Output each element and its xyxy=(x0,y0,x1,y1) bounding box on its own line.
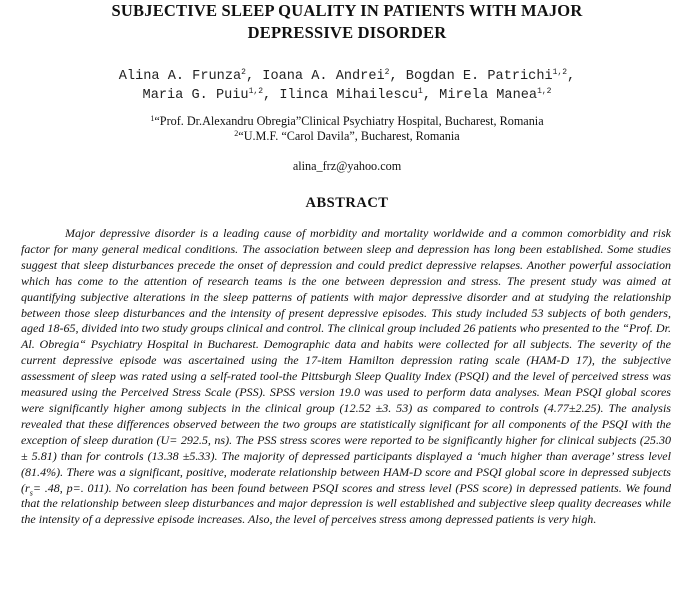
author-name: Bogdan E. Patrichi xyxy=(405,69,553,84)
affiliation-text: “Prof. Dr.Alexandru Obregia”Clinical Psychiatry Hospital, Bucharest, Romania xyxy=(154,114,544,128)
corresponding-email[interactable]: alina_frz@yahoo.com xyxy=(292,159,402,173)
author-affiliation-mark: 2 xyxy=(384,68,390,77)
author-line-1: Alina A. Frunza$^2$, Ioana A. Andrei$^2$, Bogdan E. Patrichi$^{1,2}$, xyxy=(118,68,576,84)
author-name: Mirela Manea xyxy=(439,88,538,103)
author-affiliation-mark: 1,2 xyxy=(537,87,552,96)
author-name: Ioana A. Andrei xyxy=(262,69,385,84)
abstract-text xyxy=(21,226,671,528)
author-name: Maria G. Puiu xyxy=(142,88,249,103)
abstract-part-2: = .48, p=. 011). No correlation has been found between PSQI scores and stress level (PSS score) in depressed patients. We found that the relationship between sleep disturbances and major depression is well established and subjective sleep quality decreases while the intensity of a depressive episode increases. Also, the level of perceives stress among depressed patients is very high. xyxy=(21,480,671,527)
abstract-subscript: s xyxy=(29,487,33,497)
paper-title-line-2: DEPRESSIVE DISORDER xyxy=(247,23,447,42)
affiliation-text: “U.M.F. “Carol Davila”, Bucharest, Romania xyxy=(238,129,460,143)
abstract-heading: ABSTRACT xyxy=(305,195,389,211)
author-name: Alina A. Frunza xyxy=(118,69,242,84)
author-name: Ilinca Mihailescu xyxy=(279,88,419,103)
author-affiliation-mark: 1,2 xyxy=(248,87,263,96)
paper-title-line-1: SUBJECTIVE SLEEP QUALITY IN PATIENTS WITH MAJOR xyxy=(111,1,583,20)
affiliation-1 xyxy=(0,113,694,129)
author-affiliation-mark: 2 xyxy=(241,68,246,77)
affiliation-mark: 2 xyxy=(234,129,239,138)
abstract-part-1: Major depressive disorder is a leading cause of morbidity and mortality worldwide and a common comorbidity and risk factor for many general medical conditions. The association between sleep and depression has long been established. Some studies suggest that sleep disturbances precede the onset of depression and could predict depressive relapses. Another powerful association which has come to the attention of research teams is the one between depression and stress. The present study was aimed at quantifying subjective alterations in the sleep patterns of patients with major depressive disorder and at studying the relationship between those sleep disturbances and the intensity of present depressive episodes. This study included 53 subjects of both genders, aged 18-65, divided into two study groups clinical and control. The clinical group included 26 patients who presented to the “Prof. Dr. Al. Obregia“ Psychiatry Hospital in Bucharest. Demographic data and habits were collected for all subjects. The severity of the current depressive episode was ascertained using the 17-item Hamilton depression rating scale (HAM-D 17), the subjective assessment of sleep was rated using a self-rated tool-the Pittsburgh Sleep Quality Index (PSQI) and the level of perceived stress was measured using the Perceived Stress Scale (PSS). SPSS version 19.0 was used to perform data analyses. Mean PSQI global scores were significantly higher among subjects in the clinical group (12.52 ±3. 53) as compared to controls (4.77±2.25). The analysis revealed that these differences observed between the two groups are statistically significant for all components of the PSQI with the exception of sleep duration (U= 292.5, ns). The PSS stress scores were reported to be significantly higher for clinical subjects (25.30 ± 5.81) than for controls (13.38 ±5.33). The majority of depressed participants displayed a ‘much higher than average’ stress level (81.4%). There was a significant, positive, moderate relationship between HAM-D score and PSQI global score in depressed subjects (r xyxy=(21,226,671,495)
affiliation-2 xyxy=(0,128,694,144)
affiliation-mark: 1 xyxy=(150,114,155,123)
author-affiliation-mark: 1 xyxy=(418,87,423,96)
author-line-2: Maria G. Puiu$^{1,2}$, Ilinca Mihailescu$^1$, Mirela Manea$^{1,2}$ xyxy=(142,87,552,103)
author-affiliation-mark: 1,2 xyxy=(552,68,568,77)
